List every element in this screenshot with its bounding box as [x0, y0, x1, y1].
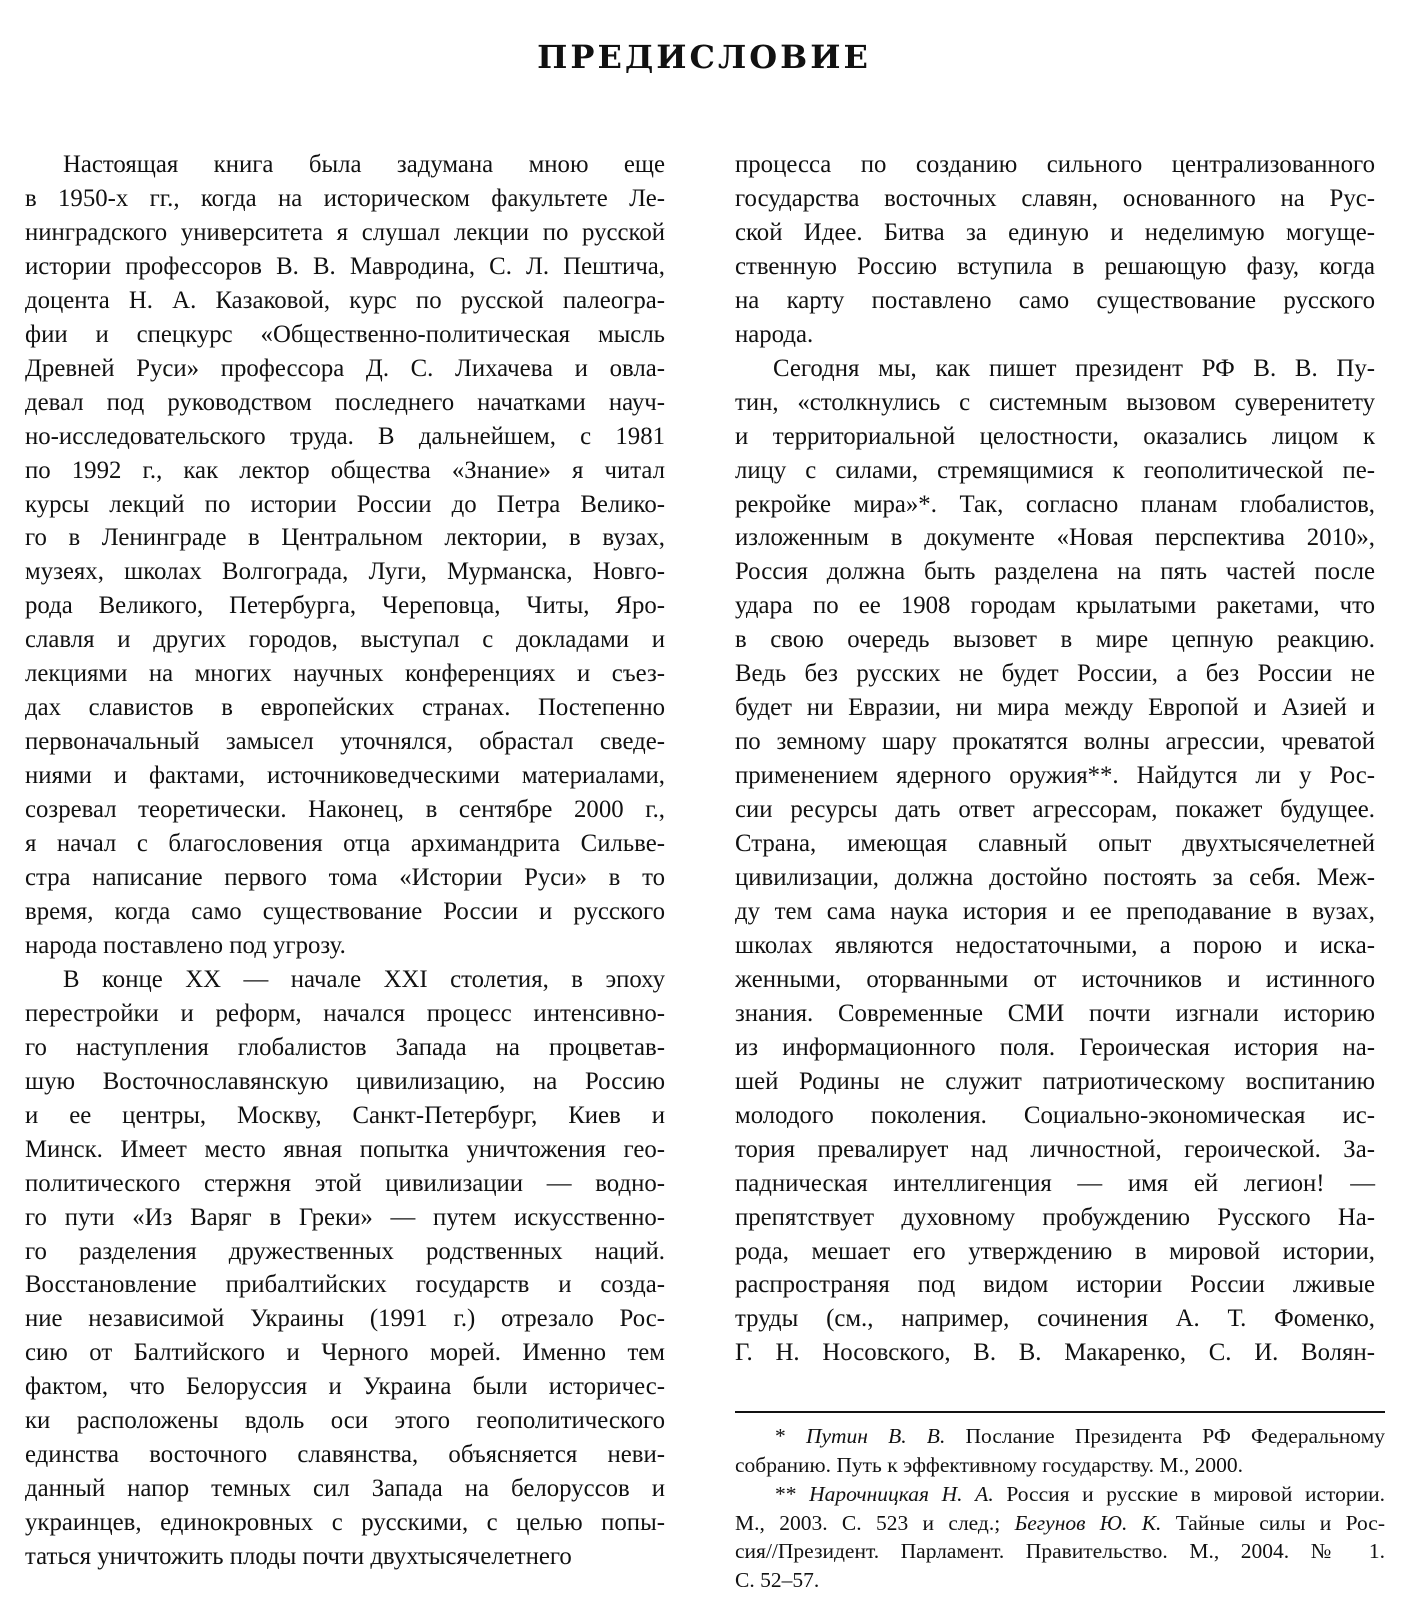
right-text-column	[735, 148, 1375, 1370]
text-line: рекройке мира»*. Так, согласно планам глобалистов,	[735, 490, 1375, 518]
footnote-2-line: С. 52–57.	[735, 1567, 820, 1592]
text-line: Настоящая книга была задумана мною еще	[63, 151, 665, 178]
text-line: Древней Руси» профессора Д. С. Лихачева и овла-	[25, 354, 665, 382]
footnote-text: Послание Президента РФ Федеральному	[945, 1424, 1386, 1448]
footnote-mark: **	[775, 1482, 810, 1506]
text-line: препятствует духовному пробуждению Русского На-	[735, 1203, 1375, 1231]
text-line: созревал теоретически. Наконец, в сентябре 2000 г.,	[25, 796, 665, 824]
text-line: нинградского университета я слушал лекции по русской	[25, 218, 665, 246]
text-line: время, когда само существование России и русского	[25, 897, 665, 925]
text-line: школах являются недостаточными, а порою и иска-	[735, 931, 1375, 959]
text-line: сию от Балтийского и Черного морей. Именно тем	[25, 1339, 665, 1367]
footnote-text: М., 2003. С. 523 и след.;	[735, 1510, 1015, 1535]
text-line: перестройки и реформ, начался процесс интенсивно-	[25, 999, 665, 1027]
text-line: дах славистов в европейских странах. Постепенно	[25, 694, 665, 722]
text-line: знания. Современные СМИ почти изгнали историю	[735, 999, 1375, 1027]
text-line: шей Родины не служит патриотическому воспитанию	[735, 1067, 1375, 1095]
footnote-2	[735, 1480, 1385, 1594]
text-line: го наступления глобалистов Запада на процветав-	[25, 1033, 665, 1061]
text-line: Минск. Имеет место явная попытка уничтожения гео-	[25, 1135, 665, 1163]
text-line: и ее центры, Москву, Санкт-Петербург, Киев и	[25, 1101, 665, 1129]
text-line: будет ни Евразии, ни мира между Европой и Азией и	[735, 694, 1375, 722]
text-line: лекциями на многих научных конференциях и съез-	[25, 660, 665, 688]
text-line: ниями и фактами, источниковедческими материалами,	[25, 762, 665, 790]
text-line: народа поставлено под угрозу.	[25, 931, 346, 959]
text-line: тория превалирует над личностной, героической. За-	[735, 1135, 1375, 1163]
footnote-divider	[735, 1411, 1385, 1413]
text-line: на карту поставлено само существование русского	[735, 286, 1375, 314]
footnote-2-line: сия//Президент. Парламент. Правительство. М., 2004. № 1.	[735, 1539, 1385, 1563]
text-line: политического стержня этой цивилизации — водно-	[25, 1169, 665, 1197]
text-line: в свою очередь вызовет в мире цепную реакцию.	[735, 626, 1375, 654]
text-line: тин, «столкнулись с системным вызовом суверенитету	[735, 388, 1375, 416]
text-line: девал под руководством последнего начатками науч-	[25, 388, 665, 416]
text-line: Ведь без русских не будет России, а без России не	[735, 660, 1375, 688]
left-text-column	[25, 148, 665, 1574]
text-line: таться уничтожить плоды почти двухтысячелетнего	[25, 1543, 572, 1571]
footnote-1	[735, 1422, 1385, 1479]
text-line: ственную Россию вступила в решающую фазу, когда	[735, 252, 1375, 280]
text-line: ду тем сама наука история и ее преподавание в вузах,	[735, 897, 1375, 925]
text-line: Страна, имеющая славный опыт двухтысячелетней	[735, 830, 1375, 858]
text-line: первоначальный замысел уточнялся, обрастал сведе-	[25, 728, 665, 756]
text-line: музеях, школах Волгограда, Луги, Мурманска, Новго-	[25, 558, 665, 586]
text-line: Восстановление прибалтийских государств и созда-	[25, 1271, 665, 1299]
text-line: цивилизации, должна достойно постоять за себя. Меж-	[735, 864, 1375, 892]
text-line: применением ядерного оружия**. Найдутся ли у Рос-	[735, 762, 1375, 790]
footnote-author: Бегунов Ю. К.	[1014, 1510, 1162, 1535]
text-line: Сегодня мы, как пишет президент РФ В. В. Пу-	[773, 354, 1375, 382]
text-line: труды (см., например, сочинения А. Т. Фоменко,	[735, 1305, 1375, 1333]
text-line: падническая интеллигенция — имя ей легион! —	[735, 1169, 1375, 1197]
text-line: из информационного поля. Героическая история на-	[735, 1033, 1375, 1061]
text-line: стра написание первого тома «Истории Руси» в то	[25, 864, 665, 892]
text-line: ки расположены вдоль оси этого геополитического	[25, 1407, 665, 1435]
footnote-2-line	[735, 1480, 1385, 1509]
text-line: изложенным в документе «Новая перспектива 2010»,	[735, 524, 1375, 552]
text-line: процесса по созданию сильного централизованного	[735, 151, 1375, 178]
text-line: го разделения дружественных родственных наций.	[25, 1237, 665, 1265]
text-line: распространяя под видом истории России лживые	[735, 1271, 1375, 1299]
text-line: рода, мешает его утверждению в мировой истории,	[735, 1237, 1375, 1265]
text-line: украинцев, единокровных с русскими, с целью попы-	[25, 1509, 665, 1537]
text-line: и территориальной целостности, оказались лицом к	[735, 422, 1375, 450]
text-line: сии ресурсы дать ответ агрессорам, покажет будущее.	[735, 796, 1375, 824]
text-line: женными, оторванными от источников и истинного	[735, 965, 1375, 993]
text-line: по земному шару прокатятся волны агрессии, чреватой	[735, 728, 1375, 756]
footnote-1-line	[735, 1422, 1385, 1451]
footnote-2-line	[735, 1509, 1385, 1538]
text-line: лицу с силами, стремящимися к геополитической пе-	[735, 456, 1375, 484]
text-line: шую Восточнославянскую цивилизацию, на Россию	[25, 1067, 665, 1095]
text-line: но-исследовательского труда. В дальнейшем, с 1981	[25, 422, 665, 450]
text-line: по 1992 г., как лектор общества «Знание» я читал	[25, 456, 665, 484]
footnote-author: Нарочницкая Н. А.	[809, 1482, 994, 1506]
text-line: доцента Н. А. Казаковой, курс по русской палеогра-	[25, 286, 665, 314]
footnote-author: Путин В. В.	[805, 1424, 946, 1448]
footnote-1-line: собранию. Путь к эффективному государству. М., 2000.	[735, 1452, 1243, 1477]
text-line: фактом, что Белоруссия и Украина были историчес-	[25, 1373, 665, 1401]
text-line: курсы лекций по истории России до Петра Велико-	[25, 490, 665, 518]
text-line: Г. Н. Носовского, В. В. Макаренко, С. И. Волян-	[735, 1339, 1375, 1367]
text-line: го в Ленинграде в Центральном лектории, в вузах,	[25, 524, 665, 552]
text-line: данный напор темных сил Запада на белоруссов и	[25, 1475, 665, 1503]
text-line: единства восточного славянства, объясняется неви-	[25, 1441, 665, 1469]
page-title: ПРЕДИСЛОВИЕ	[537, 38, 871, 76]
text-line: фии и спецкурс «Общественно-политическая мысль	[25, 320, 665, 348]
text-line: В конце XX — начале XXI столетия, в эпоху	[63, 965, 665, 993]
footnote-text: Тайные силы и Рос-	[1161, 1510, 1386, 1535]
text-line: удара по ее 1908 городам крылатыми ракетами, что	[735, 592, 1375, 620]
text-line: в 1950-х гг., когда на историческом факультете Ле-	[25, 184, 665, 212]
footnote-text: Россия и русские в мировой истории.	[993, 1482, 1386, 1506]
text-line: Россия должна быть разделена на пять частей после	[735, 558, 1375, 586]
text-line: ской Идее. Битва за единую и неделимую могуще-	[735, 218, 1375, 246]
text-line: ние независимой Украины (1991 г.) отрезало Рос-	[25, 1305, 665, 1333]
text-line: народа.	[735, 320, 814, 348]
text-line: истории профессоров В. В. Мавродина, С. Л. Пештича,	[25, 252, 665, 280]
text-line: молодого поколения. Социально-экономическая ис-	[735, 1101, 1375, 1129]
text-line: славля и других городов, выступал с докладами и	[25, 626, 665, 654]
text-line: рода Великого, Петербурга, Череповца, Читы, Яро-	[25, 592, 665, 620]
text-line: государства восточных славян, основанного на Рус-	[735, 184, 1375, 212]
text-line: я начал с благословения отца архимандрита Сильве-	[25, 830, 665, 858]
text-line: го пути «Из Варяг в Греки» — путем искусственно-	[25, 1203, 665, 1231]
footnote-mark: *	[775, 1424, 806, 1448]
